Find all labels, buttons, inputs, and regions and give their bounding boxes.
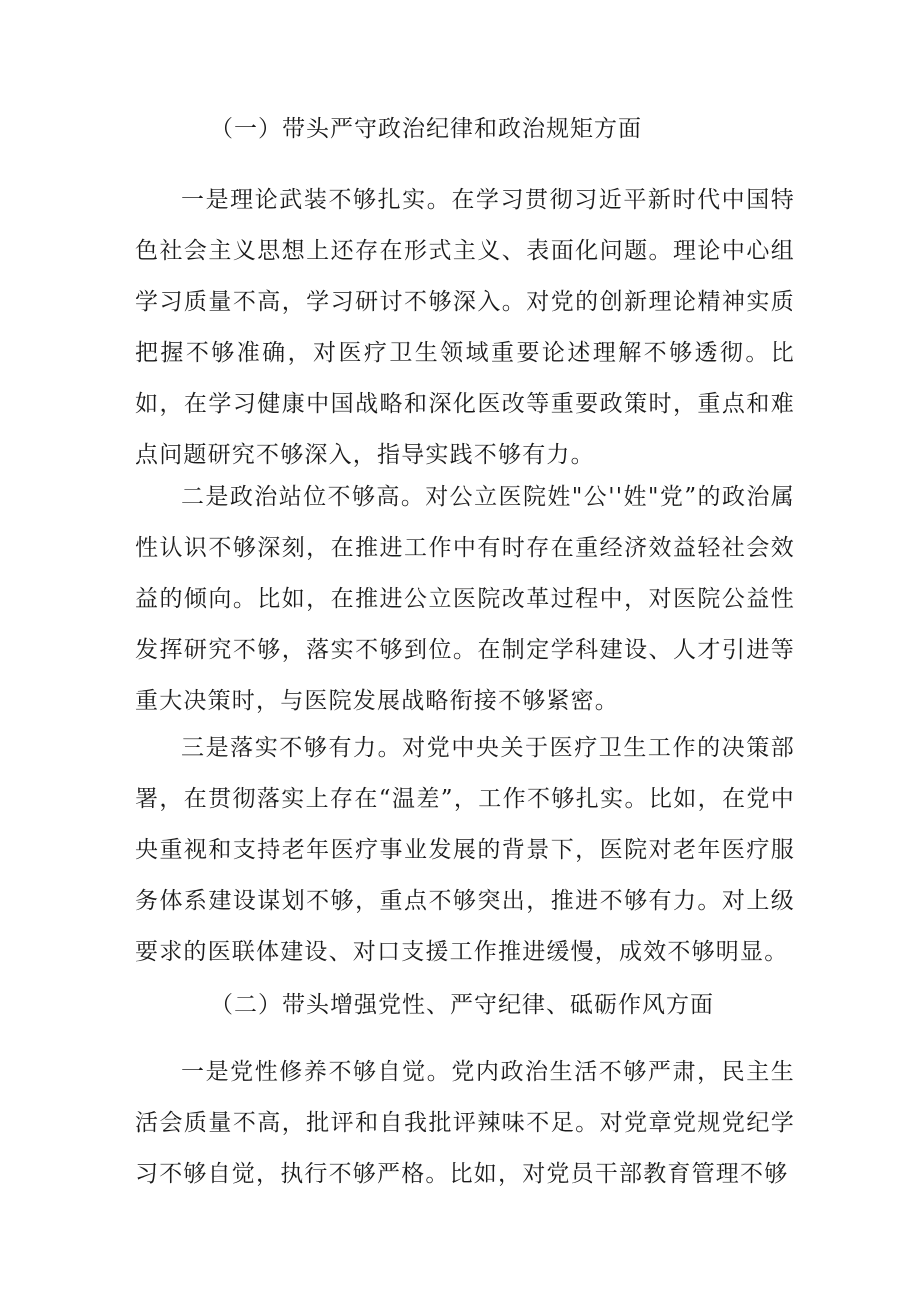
paragraph-theory: 一是理论武装不够扎实。在学习贯彻习近平新时代中国特色社会主义思想上还存在形式主义、表面化问题。理论中心组学习质量不高，学习研讨不够深入。对党的创新理论精神实质把握不够准确，对医疗卫生领域重要论述理解不够透彻。比如，在学习健康中国战略和深化医改等重要政策时，重点和难点问题研究不够深入，指导实践不够有力。 bbox=[135, 187, 795, 468]
paragraph-implementation: 三是落实不够有力。对党中央关于医疗卫生工作的决策部署，在贯彻落实上存在“温差”，工作不够扎实。比如，在党中央重视和支持老年医疗事业发展的背景下，医院对老年医疗服务体系建设谋划不够，重点不够突出，推进不够有力。对上级要求的医联体建设、对口支援工作推进缓慢，成效不够明显。 bbox=[135, 735, 795, 965]
paragraph-party-spirit: 一是党性修养不够自觉。党内政治生活不够严肃，民主生活会质量不高，批评和自我批评辣味不足。对党章党规党纪学习不够自觉，执行不够严格。比如，对党员干部教育管理不够 bbox=[135, 1059, 795, 1187]
paragraph-political-stance: 二是政治站位不够高。对公立医院姓"公''姓"党”的政治属性认识不够深刻，在推进工作中有时存在重经济效益轻社会效益的倾向。比如，在推进公立医院改革过程中，对医院公益性发挥研究不够，落实不够到位。在制定学科建设、人才引进等重大决策时，与医院发展战略衔接不够紧密。 bbox=[135, 484, 795, 714]
section-heading-2: （二）带头增强党性、严守纪律、砥砺作风方面 bbox=[210, 992, 714, 1018]
section-heading-1: （一）带头严守政治纪律和政治规矩方面 bbox=[210, 116, 642, 142]
